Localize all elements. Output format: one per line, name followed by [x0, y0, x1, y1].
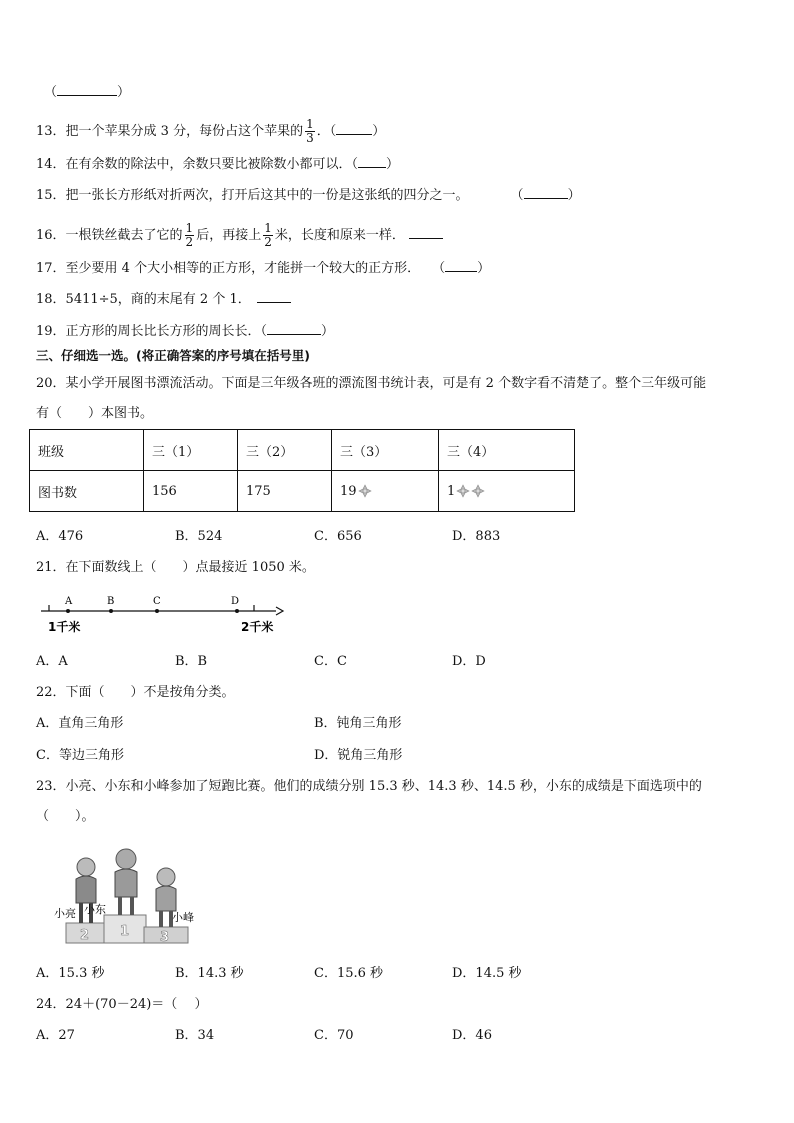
option-c[interactable]: C．70	[314, 1028, 354, 1043]
option-b[interactable]: B．B	[175, 654, 208, 669]
smudge-icon	[358, 484, 372, 498]
question-20-stem: 20．某小学开展图书漂流活动。下面是三年级各班的漂流图书统计表，可是有 2 个数字看不清楚了。整个三年级可能	[36, 376, 707, 391]
table-row	[30, 471, 575, 512]
table-cell: 三（1）	[144, 430, 238, 471]
answer-blank[interactable]	[57, 83, 117, 96]
option-b[interactable]: B．524	[175, 529, 223, 544]
question-17: 17．至少要用 4 个大小相等的正方形，才能拼一个较大的正方形． （ ）	[36, 261, 491, 276]
answer-blank[interactable]	[257, 290, 291, 303]
rank-1: 1	[120, 924, 130, 939]
option-b[interactable]: B．34	[175, 1028, 215, 1043]
table-header-row	[30, 430, 575, 471]
end-label: 2千米	[241, 620, 274, 634]
option-a[interactable]: A．直角三角形	[36, 716, 124, 731]
option-d[interactable]: D．883	[452, 529, 501, 544]
rank-2: 2	[80, 928, 90, 943]
option-d[interactable]: D．14.5 秒	[452, 966, 522, 981]
answer-blank[interactable]	[524, 186, 568, 199]
table-cell: 175	[238, 471, 332, 512]
answer-blank[interactable]	[445, 259, 477, 272]
smudge-icon	[471, 484, 485, 498]
number-line	[36, 592, 286, 640]
option-d[interactable]: D．锐角三角形	[314, 748, 403, 763]
question-19: 19．正方形的周长比长方形的周长长．（ ）	[36, 324, 335, 339]
answer-blank[interactable]	[358, 155, 386, 168]
start-label: 1千米	[48, 620, 81, 634]
fraction-one-half: $\frac{1}{2}$	[185, 221, 194, 249]
table-cell: 三（3）	[332, 430, 439, 471]
table-cell: 图书数	[30, 471, 144, 512]
point-c-label: C	[153, 596, 161, 607]
table-cell: 三（2）	[238, 430, 332, 471]
option-d[interactable]: D．D	[452, 654, 486, 669]
option-c[interactable]: C．15.6 秒	[314, 966, 384, 981]
section-heading: 三、仔细选一选。(将正确答案的序号填在括号里)	[36, 348, 310, 363]
question-18: 18．5411÷5，商的末尾有 2 个 1．	[36, 290, 291, 309]
question-14: 14．在有余数的除法中，余数只要比被除数小都可以．（ ）	[36, 157, 400, 172]
table-cell: 1	[439, 471, 575, 512]
name-xiaodong: 小东	[84, 903, 106, 916]
name-xiaoliang: 小亮	[54, 907, 76, 920]
option-a[interactable]: A．15.3 秒	[36, 966, 105, 981]
answer-blank[interactable]	[409, 226, 443, 239]
option-b[interactable]: B．钝角三角形	[314, 716, 402, 731]
fraction-one-third: $\frac{1}{3}$	[306, 117, 314, 145]
option-d[interactable]: D．46	[452, 1028, 492, 1043]
smudge-icon	[456, 484, 470, 498]
point-d-label: D	[231, 596, 240, 607]
question-23-stem-cont: （ ）。	[36, 809, 95, 824]
question-23-stem: 23．小亮、小东和小峰参加了短跑比赛。他们的成绩分别 15.3 秒、14.3 秒、14.5 秒，小东的成绩是下面选项中的	[36, 779, 702, 794]
table-cell: 三（4）	[439, 430, 575, 471]
question-13: 13．把一个苹果分成 3 分，每份占这个苹果的 $\frac{1}{3}$ ．（ ）	[36, 117, 386, 145]
point-a-label: A	[65, 596, 73, 607]
option-a[interactable]: A．476	[36, 529, 84, 544]
book-count-table	[29, 429, 575, 512]
podium-figure	[54, 845, 204, 945]
table-cell: 19	[332, 471, 439, 512]
answer-blank[interactable]	[336, 122, 372, 135]
table-cell: 156	[144, 471, 238, 512]
q12-answer-blank: （ ）	[44, 85, 131, 100]
question-22-stem: 22．下面（ ）不是按角分类。	[36, 685, 235, 700]
table-cell: 班级	[30, 430, 144, 471]
option-a[interactable]: A．A	[36, 654, 68, 669]
question-16: 16．一根铁丝截去了它的 $\frac{1}{2}$ 后，再接上 $\frac{1}{2}$ 米，长度和原来一样．	[36, 222, 443, 249]
option-b[interactable]: B．14.3 秒	[175, 966, 244, 981]
option-a[interactable]: A．27	[36, 1028, 75, 1043]
option-c[interactable]: C．C	[314, 654, 347, 669]
point-b-label: B	[107, 596, 115, 607]
question-15: 15．把一张长方形纸对折两次，打开后这其中的一份是这张纸的四分之一。 （ ）	[36, 188, 581, 203]
question-24-stem: 24．24＋(70－24)＝（ ）	[36, 997, 208, 1012]
question-20-stem-cont: 有（ ）本图书。	[36, 406, 154, 421]
option-c[interactable]: C．等边三角形	[36, 748, 124, 763]
question-21-stem: 21．在下面数线上（ ）点最接近 1050 米。	[36, 560, 315, 575]
name-xiaofeng: 小峰	[172, 911, 194, 924]
rank-3: 3	[160, 930, 170, 945]
answer-blank[interactable]	[267, 322, 321, 335]
option-c[interactable]: C．656	[314, 529, 362, 544]
fraction-one-half: $\frac{1}{2}$	[264, 221, 272, 249]
